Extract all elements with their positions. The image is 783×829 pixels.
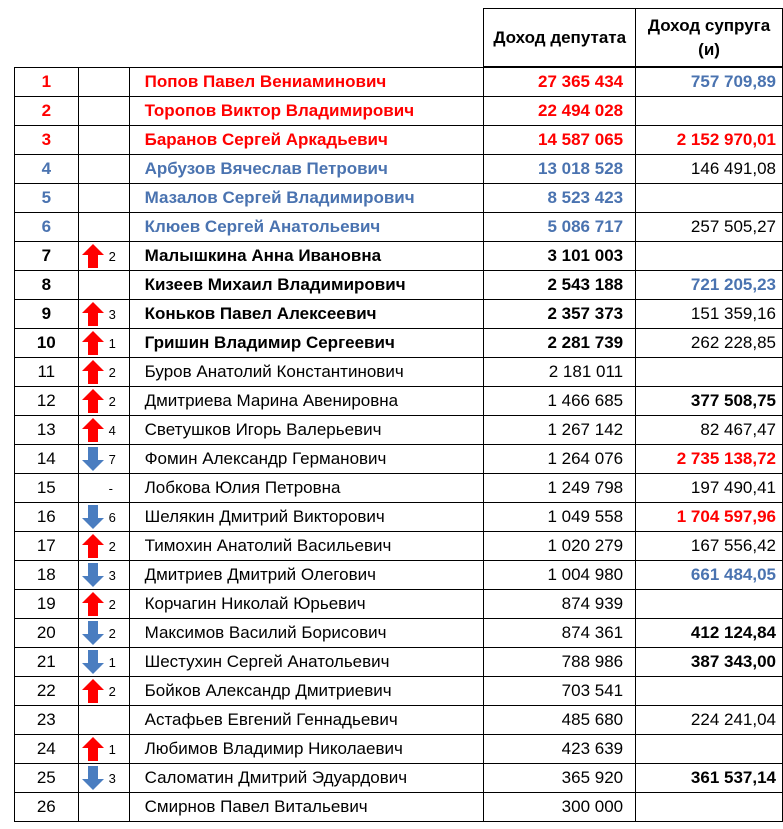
rank-change-cell: [78, 126, 129, 155]
spouse-income-cell: 197 490,41: [636, 474, 783, 503]
deputy-name-cell: Фомин Александр Германович: [129, 445, 484, 474]
deputy-income-cell: 1 264 076: [484, 445, 636, 474]
rank-change-cell: [78, 677, 129, 706]
spouse-income-cell: 661 484,05: [636, 561, 783, 590]
table-row: [15, 677, 783, 706]
rank-change-value: 2: [108, 538, 116, 554]
arrow-up-icon: [79, 678, 105, 704]
rank-cell: 20: [15, 619, 79, 648]
table-row: [15, 213, 783, 242]
rank-change-cell: [78, 619, 129, 648]
arrow-down-icon: [79, 620, 105, 646]
table-row: [15, 416, 783, 445]
deputy-name-cell: Максимов Василий Борисович: [129, 619, 484, 648]
deputy-income-cell: 13 018 528: [484, 155, 636, 184]
arrow-down-icon: [79, 649, 105, 675]
deputy-income-cell: 788 986: [484, 648, 636, 677]
spouse-income-cell: 167 556,42: [636, 532, 783, 561]
table-row: [15, 97, 783, 126]
rank-cell: 9: [15, 300, 79, 329]
spouse-income-cell: 146 491,08: [636, 155, 783, 184]
deputy-name-cell: Торопов Виктор Владимирович: [129, 97, 484, 126]
deputy-name-cell: Гришин Владимир Сергеевич: [129, 329, 484, 358]
arrow-up-icon: [79, 417, 105, 443]
rank-change-cell: [78, 735, 129, 764]
deputy-name-cell: Светушков Игорь Валерьевич: [129, 416, 484, 445]
spouse-income-cell: [636, 735, 783, 764]
rank-change-cell: [78, 271, 129, 300]
table-row: [15, 387, 783, 416]
deputy-income-cell: 1 049 558: [484, 503, 636, 532]
spouse-income-cell: 257 505,27: [636, 213, 783, 242]
table-row: [15, 735, 783, 764]
spouse-income-cell: 2 152 970,01: [636, 126, 783, 155]
rank-cell: 10: [15, 329, 79, 358]
spouse-income-cell: 721 205,23: [636, 271, 783, 300]
rank-change-cell: [78, 213, 129, 242]
deputy-name-cell: Бойков Александр Дмитриевич: [129, 677, 484, 706]
deputy-income-cell: 1 004 980: [484, 561, 636, 590]
rank-change-cell: [78, 329, 129, 358]
spouse-income-cell: [636, 358, 783, 387]
deputy-name-cell: Лобкова Юлия Петровна: [129, 474, 484, 503]
rank-change-value: 4: [108, 422, 116, 438]
deputy-name-cell: Смирнов Павел Витальевич: [129, 793, 484, 822]
deputy-name-cell: Дмитриев Дмитрий Олегович: [129, 561, 484, 590]
table-row: [15, 271, 783, 300]
deputy-name-cell: Попов Павел Вениаминович: [129, 67, 484, 97]
spouse-income-cell: 2 735 138,72: [636, 445, 783, 474]
deputy-income-cell: 1 249 798: [484, 474, 636, 503]
rank-change-cell: [78, 793, 129, 822]
rank-change-cell: [78, 242, 129, 271]
table-row: [15, 184, 783, 213]
header-row: [15, 9, 783, 68]
rank-change-cell: [78, 764, 129, 793]
table-row: [15, 532, 783, 561]
rank-change-cell: [78, 648, 129, 677]
rank-cell: 5: [15, 184, 79, 213]
rank-cell: 24: [15, 735, 79, 764]
deputy-name-cell: Мазалов Сергей Владимирович: [129, 184, 484, 213]
deputy-income-cell: 485 680: [484, 706, 636, 735]
deputy-name-cell: Шестухин Сергей Анатольевич: [129, 648, 484, 677]
rank-cell: 25: [15, 764, 79, 793]
arrow-up-icon: [79, 359, 105, 385]
rank-cell: 19: [15, 590, 79, 619]
rank-change-value: 1: [108, 335, 116, 351]
rank-cell: 16: [15, 503, 79, 532]
rank-change-cell: [78, 387, 129, 416]
rank-cell: 6: [15, 213, 79, 242]
spouse-income-cell: [636, 590, 783, 619]
deputy-income-cell: 874 939: [484, 590, 636, 619]
deputy-income-cell: 2 357 373: [484, 300, 636, 329]
rank-change-cell: [78, 97, 129, 126]
arrow-down-icon: [79, 504, 105, 530]
table-row: [15, 358, 783, 387]
deputy-name-cell: Клюев Сергей Анатольевич: [129, 213, 484, 242]
rank-change-cell: [78, 561, 129, 590]
deputy-income-cell: 8 523 423: [484, 184, 636, 213]
deputy-income-cell: 874 361: [484, 619, 636, 648]
deputy-income-cell: 1 267 142: [484, 416, 636, 445]
rank-change-value: 2: [108, 248, 116, 264]
rank-change-value: 2: [108, 683, 116, 699]
rank-cell: 21: [15, 648, 79, 677]
spouse-income-cell: 361 537,14: [636, 764, 783, 793]
rank-change-cell: [78, 300, 129, 329]
table-row: [15, 126, 783, 155]
deputy-name-cell: Кизеев Михаил Владимирович: [129, 271, 484, 300]
rank-cell: 2: [15, 97, 79, 126]
spouse-income-cell: 757 709,89: [636, 67, 783, 97]
spouse-income-cell: 1 704 597,96: [636, 503, 783, 532]
deputy-name-cell: Дмитриева Марина Авенировна: [129, 387, 484, 416]
rank-change-cell: [78, 416, 129, 445]
deputy-income-cell: 423 639: [484, 735, 636, 764]
rank-cell: 15: [15, 474, 79, 503]
table-row: [15, 67, 783, 97]
deputy-name-cell: Астафьев Евгений Геннадьевич: [129, 706, 484, 735]
rank-cell: 17: [15, 532, 79, 561]
deputy-income-cell: 27 365 434: [484, 67, 636, 97]
deputy-income-cell: 3 101 003: [484, 242, 636, 271]
table-row: [15, 706, 783, 735]
arrow-down-icon: [79, 765, 105, 791]
rank-change-cell: [78, 503, 129, 532]
rank-change-value: 2: [108, 596, 116, 612]
rank-cell: 7: [15, 242, 79, 271]
table-row: [15, 329, 783, 358]
deputy-income-cell: 14 587 065: [484, 126, 636, 155]
arrow-up-icon: [79, 591, 105, 617]
income-table: [14, 8, 783, 822]
table-row: [15, 793, 783, 822]
rank-change-value: 6: [108, 509, 116, 525]
rank-change-value: 7: [108, 451, 116, 467]
spouse-income-cell: 224 241,04: [636, 706, 783, 735]
rank-cell: 26: [15, 793, 79, 822]
rank-change-cell: [78, 706, 129, 735]
rank-change-value: -: [108, 480, 113, 496]
spouse-income-cell: [636, 242, 783, 271]
rank-change-cell: [78, 358, 129, 387]
deputy-name-cell: Тимохин Анатолий Васильевич: [129, 532, 484, 561]
table-row: [15, 300, 783, 329]
deputy-income-cell: 703 541: [484, 677, 636, 706]
deputy-name-cell: Корчагин Николай Юрьевич: [129, 590, 484, 619]
deputy-income-cell: 365 920: [484, 764, 636, 793]
rank-change-cell: [78, 67, 129, 97]
deputy-income-cell: 1 020 279: [484, 532, 636, 561]
spouse-income-cell: [636, 677, 783, 706]
deputy-income-cell: 2 543 188: [484, 271, 636, 300]
arrow-down-icon: [79, 446, 105, 472]
rank-change-value: 1: [108, 654, 116, 670]
deputy-name-cell: Шелякин Дмитрий Викторович: [129, 503, 484, 532]
table-row: [15, 561, 783, 590]
deputy-name-cell: Саломатин Дмитрий Эдуардович: [129, 764, 484, 793]
spouse-income-cell: 151 359,16: [636, 300, 783, 329]
rank-change-value: 2: [108, 625, 116, 641]
rank-cell: 14: [15, 445, 79, 474]
rank-change-cell: [78, 474, 129, 503]
rank-cell: 13: [15, 416, 79, 445]
deputy-income-cell: 22 494 028: [484, 97, 636, 126]
rank-change-value: 3: [108, 770, 116, 786]
spouse-income-cell: [636, 184, 783, 213]
rank-change-cell: [78, 532, 129, 561]
arrow-up-icon: [79, 330, 105, 356]
rank-cell: 22: [15, 677, 79, 706]
rank-change-value: 3: [108, 567, 116, 583]
deputy-name-cell: Арбузов Вячеслав Петрович: [129, 155, 484, 184]
table-row: [15, 590, 783, 619]
rank-change-value: 3: [108, 306, 116, 322]
deputy-income-cell: 1 466 685: [484, 387, 636, 416]
rank-cell: 3: [15, 126, 79, 155]
deputy-income-cell: 300 000: [484, 793, 636, 822]
arrow-up-icon: [79, 243, 105, 269]
table-row: [15, 445, 783, 474]
spouse-income-cell: 387 343,00: [636, 648, 783, 677]
table-row: [15, 155, 783, 184]
rank-cell: 12: [15, 387, 79, 416]
arrow-up-icon: [79, 388, 105, 414]
arrow-up-icon: [79, 736, 105, 762]
deputy-income-cell: 2 181 011: [484, 358, 636, 387]
spouse-income-cell: 82 467,47: [636, 416, 783, 445]
rank-change-value: 2: [108, 364, 116, 380]
spouse-income-cell: [636, 97, 783, 126]
table-row: [15, 503, 783, 532]
rank-cell: 18: [15, 561, 79, 590]
spouse-income-cell: 377 508,75: [636, 387, 783, 416]
header-income-deputy: Доход депутата: [484, 9, 636, 68]
deputy-income-cell: 5 086 717: [484, 213, 636, 242]
deputy-name-cell: Баранов Сергей Аркадьевич: [129, 126, 484, 155]
arrow-up-icon: [79, 533, 105, 559]
arrow-down-icon: [79, 562, 105, 588]
rank-change-value: 1: [108, 741, 116, 757]
rank-cell: 23: [15, 706, 79, 735]
table-row: [15, 648, 783, 677]
spouse-income-cell: [636, 793, 783, 822]
deputy-name-cell: Буров Анатолий Константинович: [129, 358, 484, 387]
rank-change-cell: [78, 590, 129, 619]
rank-cell: 4: [15, 155, 79, 184]
deputy-name-cell: Малышкина Анна Ивановна: [129, 242, 484, 271]
rank-cell: 8: [15, 271, 79, 300]
rank-cell: 1: [15, 67, 79, 97]
rank-cell: 11: [15, 358, 79, 387]
rank-change-cell: [78, 155, 129, 184]
table-row: [15, 242, 783, 271]
header-income-spouse: Доход супруга (и): [636, 9, 783, 68]
spouse-income-cell: 412 124,84: [636, 619, 783, 648]
table-row: [15, 764, 783, 793]
deputy-name-cell: Коньков Павел Алексеевич: [129, 300, 484, 329]
deputy-income-cell: 2 281 739: [484, 329, 636, 358]
rank-change-cell: [78, 184, 129, 213]
arrow-up-icon: [79, 301, 105, 327]
spouse-income-cell: 262 228,85: [636, 329, 783, 358]
deputy-name-cell: Любимов Владимир Николаевич: [129, 735, 484, 764]
rank-change-cell: [78, 445, 129, 474]
table-row: [15, 619, 783, 648]
table-row: [15, 474, 783, 503]
rank-change-value: 2: [108, 393, 116, 409]
